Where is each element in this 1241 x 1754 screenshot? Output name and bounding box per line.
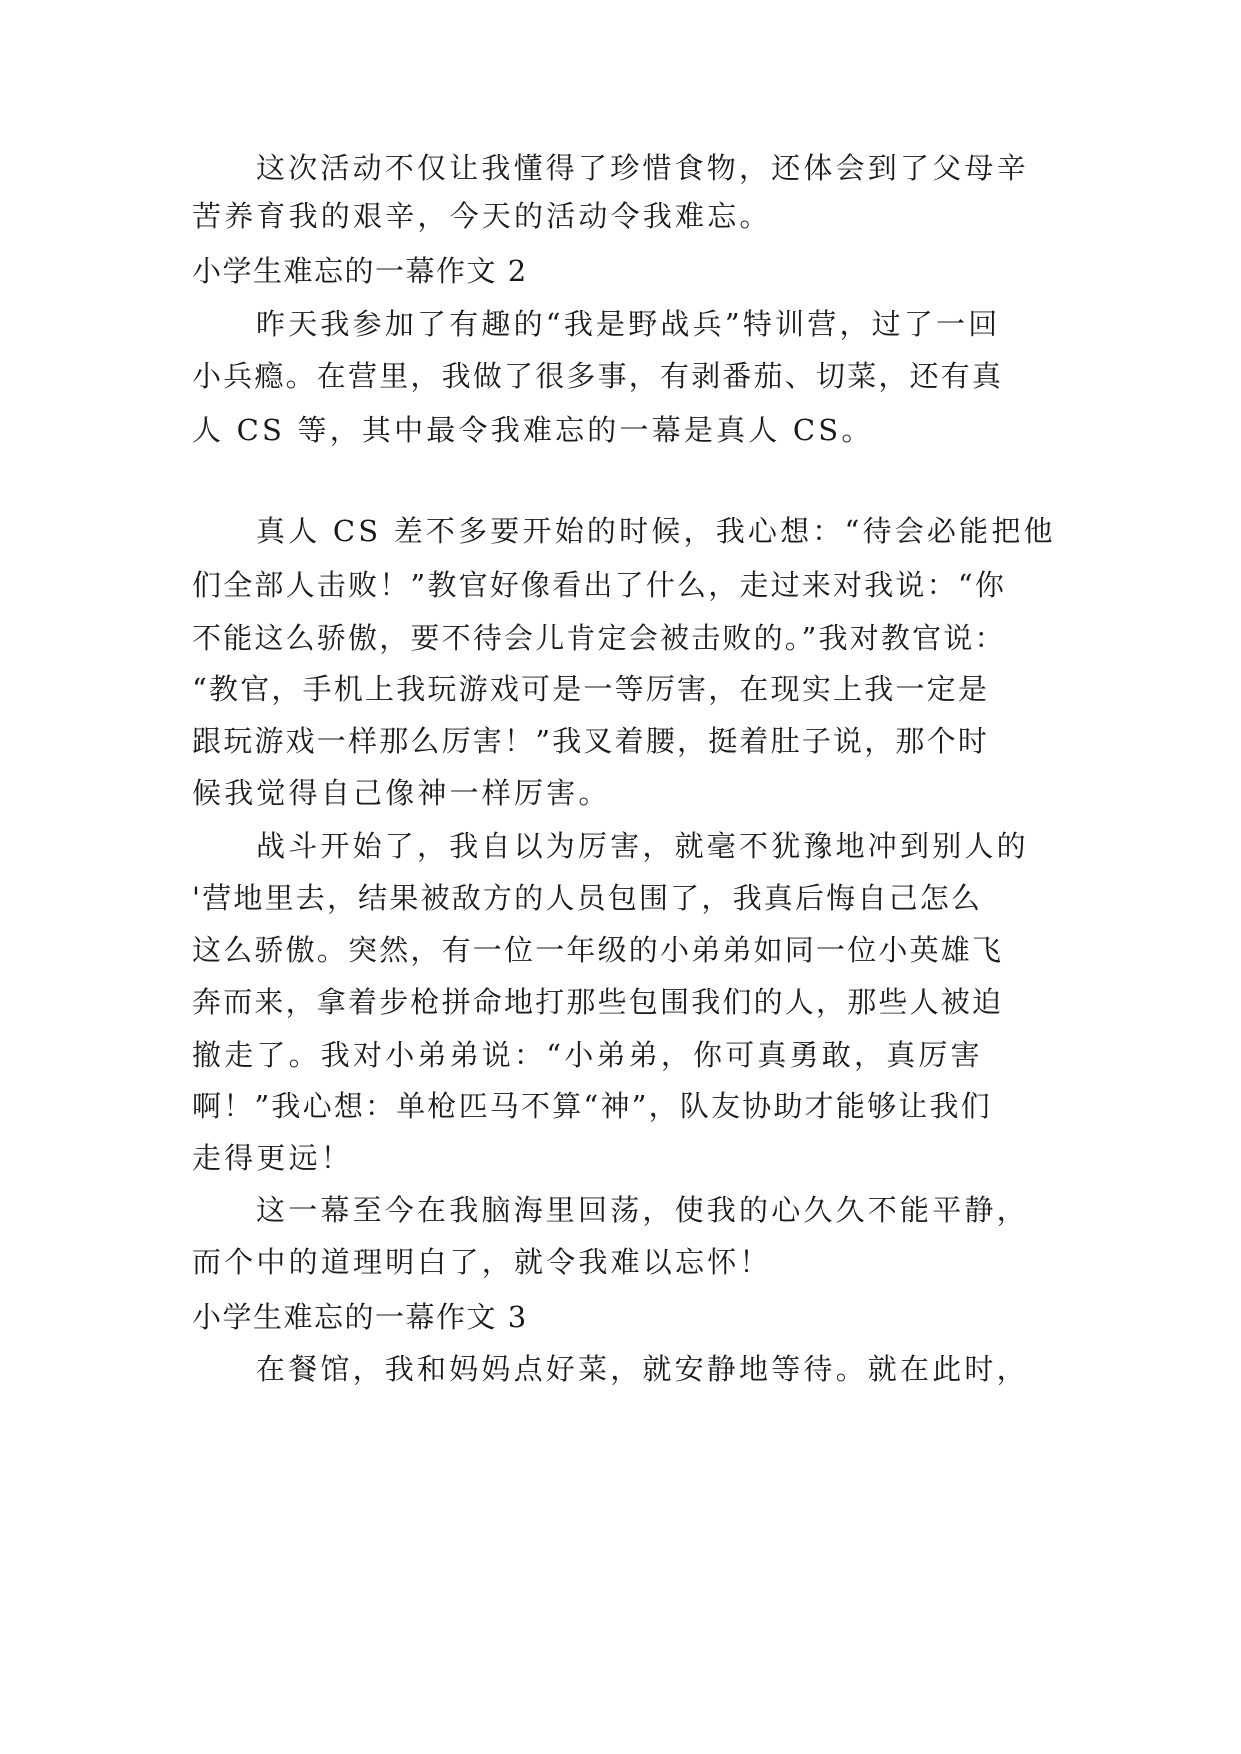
paragraph-line: “教官，手机上我玩游戏可是一等厉害，在现实上我一定是 xyxy=(192,672,990,706)
paragraph-line: 而个中的道理明白了，就令我难以忘怀！ xyxy=(192,1245,772,1279)
paragraph-line: 小兵瘾。在营里，我做了很多事，有剥番茄、切菜，还有真 xyxy=(192,359,1004,393)
paragraph-line: 人 CS 等，其中最令我难忘的一幕是真人 CS。 xyxy=(192,413,874,447)
section-heading: 小学生难忘的一幕作文 3 xyxy=(192,1300,528,1334)
section-heading: 小学生难忘的一幕作文 2 xyxy=(192,254,528,288)
paragraph-line: 真人 CS 差不多要开始的时候，我心想：“待会必能把他 xyxy=(256,514,1056,548)
paragraph-line: 候我觉得自己像神一样厉害。 xyxy=(192,776,611,810)
paragraph-line: 撤走了。我对小弟弟说：“小弟弟，你可真勇敢，真厉害 xyxy=(192,1038,983,1072)
paragraph-line: 跟玩游戏一样那么厉害！”我叉着腰，挺着肚子说，那个时 xyxy=(192,724,990,758)
paragraph-line: 这次活动不仅让我懂得了珍惜食物，还体会到了父母辛 xyxy=(256,151,1029,185)
paragraph-line: '营地里去，结果被敌方的人员包围了，我真后悔自己怎么 xyxy=(192,881,983,915)
paragraph-line: 奔而来，拿着步枪拼命地打那些包围我们的人，那些人被迫 xyxy=(192,985,1004,1019)
paragraph-line: 苦养育我的艰辛，今天的活动令我难忘。 xyxy=(192,199,772,233)
paragraph-line: 啊！”我心想：单枪匹马不算“神”，队友协助才能够让我们 xyxy=(192,1089,992,1123)
paragraph-line: 不能这么骄傲，要不待会儿肯定会被击败的。”我对教官说： xyxy=(192,621,1006,655)
paragraph-line: 在餐馆，我和妈妈点好菜，就安静地等待。就在此时， xyxy=(256,1352,1029,1386)
paragraph-line: 走得更远！ xyxy=(192,1141,354,1175)
paragraph-line: 这么骄傲。突然，有一位一年级的小弟弟如同一位小英雄飞 xyxy=(192,933,1004,967)
paragraph-line: 们全部人击败！”教官好像看出了什么，走过来对我说：“你 xyxy=(192,568,1007,602)
paragraph-line: 昨天我参加了有趣的“我是野战兵”特训营，过了一回 xyxy=(256,307,1001,341)
paragraph-line: 这一幕至今在我脑海里回荡，使我的心久久不能平静， xyxy=(256,1193,1029,1227)
paragraph-line: 战斗开始了，我自以为厉害，就毫不犹豫地冲到别人的 xyxy=(256,829,1029,863)
